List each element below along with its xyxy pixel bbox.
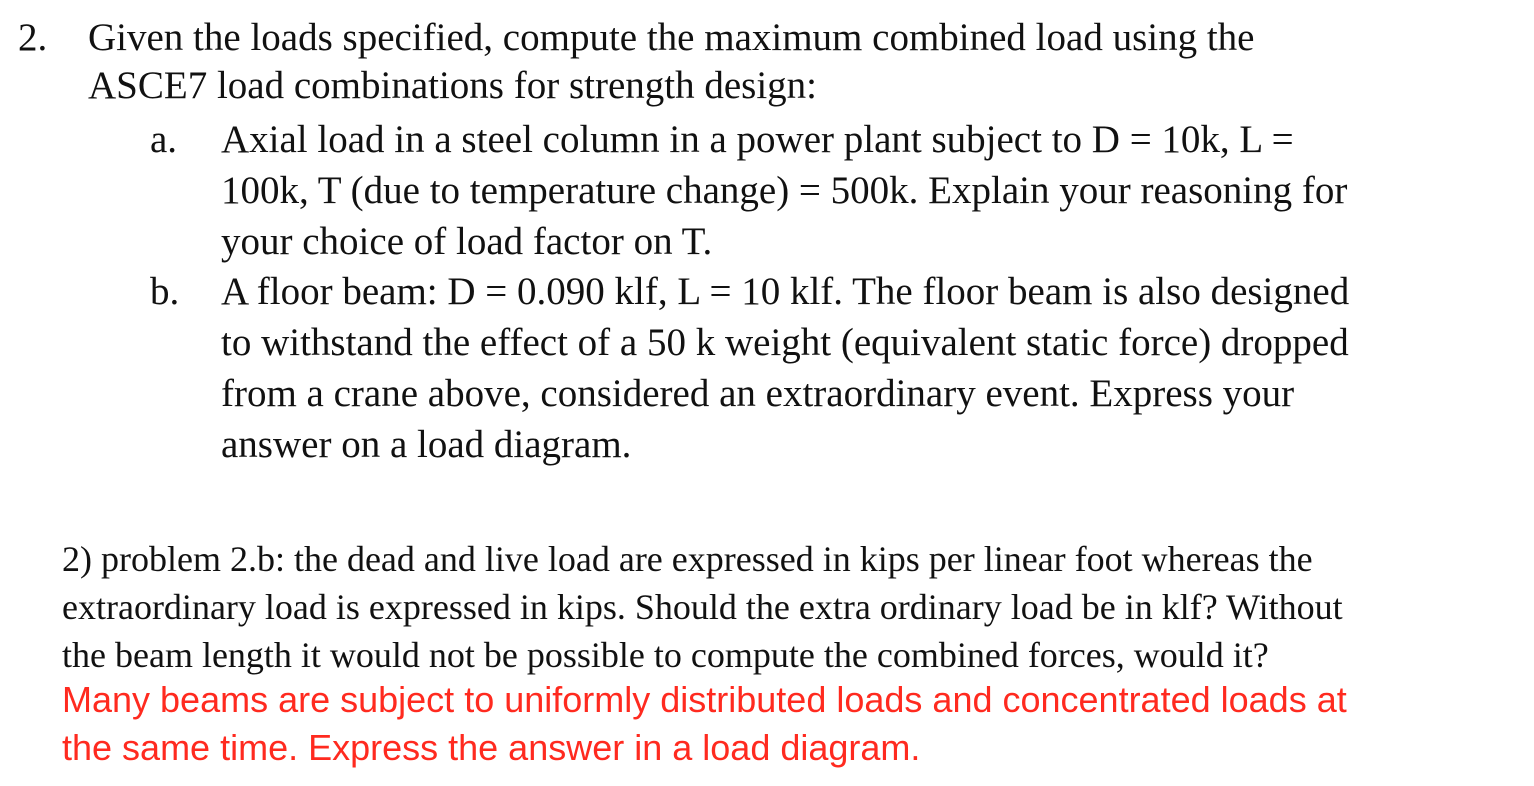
question-intro-line: ASCE7 load combinations for strength design:	[88, 64, 818, 107]
part-b-line: to withstand the effect of a 50 k weight (equivalent static force) dropped	[221, 321, 1349, 364]
student-question-line: extraordinary load is expressed in kips. Should the extra ordinary load be in klf? Without	[62, 587, 1343, 627]
part-a-marker: a.	[150, 118, 178, 161]
instructor-answer	[62, 676, 1347, 772]
part-b-line: answer on a load diagram.	[221, 423, 632, 466]
part-a-line: Axial load in a steel column in a power plant subject to D = 10k, L =	[221, 118, 1294, 161]
part-a-line: your choice of load factor on T.	[221, 220, 713, 263]
part-b-line: A floor beam: D = 0.090 klf, L = 10 klf. The floor beam is also designed	[221, 270, 1350, 313]
student-question-line: the beam length it would not be possible to compute the combined forces, would it?	[62, 635, 1269, 675]
student-question-line: 2) problem 2.b: the dead and live load are expressed in kips per linear foot whereas the	[62, 539, 1313, 579]
part-a-text	[221, 114, 1347, 267]
instructor-answer-line: the same time. Express the answer in a load diagram.	[62, 727, 921, 768]
question-intro-line: Given the loads specified, compute the maximum combined load using the	[88, 16, 1255, 59]
student-question	[62, 535, 1343, 679]
question-number: 2.	[18, 16, 48, 59]
question-intro	[88, 14, 1254, 110]
part-b-marker: b.	[150, 270, 180, 313]
part-b-line: from a crane above, considered an extraordinary event. Express your	[221, 372, 1295, 415]
part-b-text	[221, 266, 1349, 470]
part-a-line: 100k, T (due to temperature change) = 500k. Explain your reasoning for	[221, 169, 1348, 212]
instructor-answer-line: Many beams are subject to uniformly distributed loads and concentrated loads at	[62, 679, 1347, 720]
